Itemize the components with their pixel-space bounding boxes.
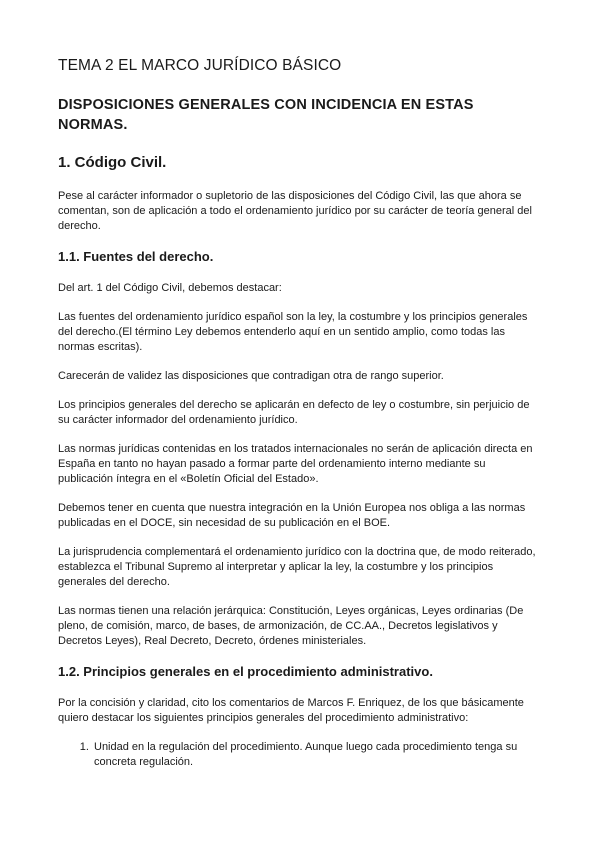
- document-page: [58, 56, 543, 770]
- paragraph-jerarquia: Las normas tienen una relación jerárquica: Constitución, Leyes orgánicas, Leyes ordinarias (De pleno, de comisión, marco, de bases, de armonización, de CC.AA., Decretos legislativos y Decretos Leyes), Real Decreto, Decreto, órdenes ministeriales.: [58, 605, 524, 647]
- section-intro-paragraph: Pese al carácter informador o supletorio de las disposiciones del Código Civil, las que ahora se comentan, son de aplicación a todo el ordenamiento jurídico por su carácter de teoría general del derecho.: [58, 190, 532, 232]
- paragraph-jurisprudencia: La jurisprudencia complementará el ordenamiento jurídico con la doctrina que, de modo reiterado, establezca el Tribunal Supremo al interpretar y aplicar la ley, la costumbre y los principios generales del derecho.: [58, 546, 536, 588]
- paragraph-fuentes: Las fuentes del ordenamiento jurídico español son la ley, la costumbre y los principios generales del derecho.(El término Ley debemos entenderlo aquí en un sentido amplio, como todas las normas escritas).: [58, 311, 528, 353]
- subsection-heading-fuentes: 1.1. Fuentes del derecho.: [58, 249, 214, 264]
- paragraph-principios: Los principios generales del derecho se aplicarán en defecto de ley o costumbre, sin perjuicio de su carácter informador del ordenamiento jurídico.: [58, 399, 530, 426]
- paragraph-tratados: Las normas jurídicas contenidas en los tratados internacionales no serán de aplicación directa en España en tanto no hayan pasado a formar parte del ordenamiento interno mediante su publicación íntegra en el «Boletín Oficial del Estado».: [58, 443, 533, 485]
- list-item: 1. Unidad en la regulación del procedimiento. Aunque luego cada procedimiento tenga su concreta regulación.: [92, 740, 543, 770]
- document-title: TEMA 2 EL MARCO JURÍDICO BÁSICO: [58, 57, 342, 74]
- paragraph-procedimiento-intro: Por la concisión y claridad, cito los comentarios de Marcos F. Enriquez, de los que básicamente quiero destacar los siguientes principios generales del procedimiento administrativo:: [58, 697, 524, 724]
- principles-list: [58, 740, 543, 770]
- document-subtitle: DISPOSICIONES GENERALES CON INCIDENCIA EN ESTAS NORMAS.: [58, 97, 474, 133]
- paragraph-validez: Carecerán de validez las disposiciones que contradigan otra de rango superior.: [58, 370, 444, 382]
- paragraph-union-europea: Debemos tener en cuenta que nuestra integración en la Unión Europea nos obliga a las normas publicadas en el DOCE, sin necesidad de su publicación en el BOE.: [58, 502, 526, 529]
- subsection-heading-principios-procedimiento: 1.2. Principios generales en el procedimiento administrativo.: [58, 664, 433, 679]
- section-heading-codigo-civil: 1. Código Civil.: [58, 154, 167, 171]
- paragraph-art1: Del art. 1 del Código Civil, debemos destacar:: [58, 282, 282, 294]
